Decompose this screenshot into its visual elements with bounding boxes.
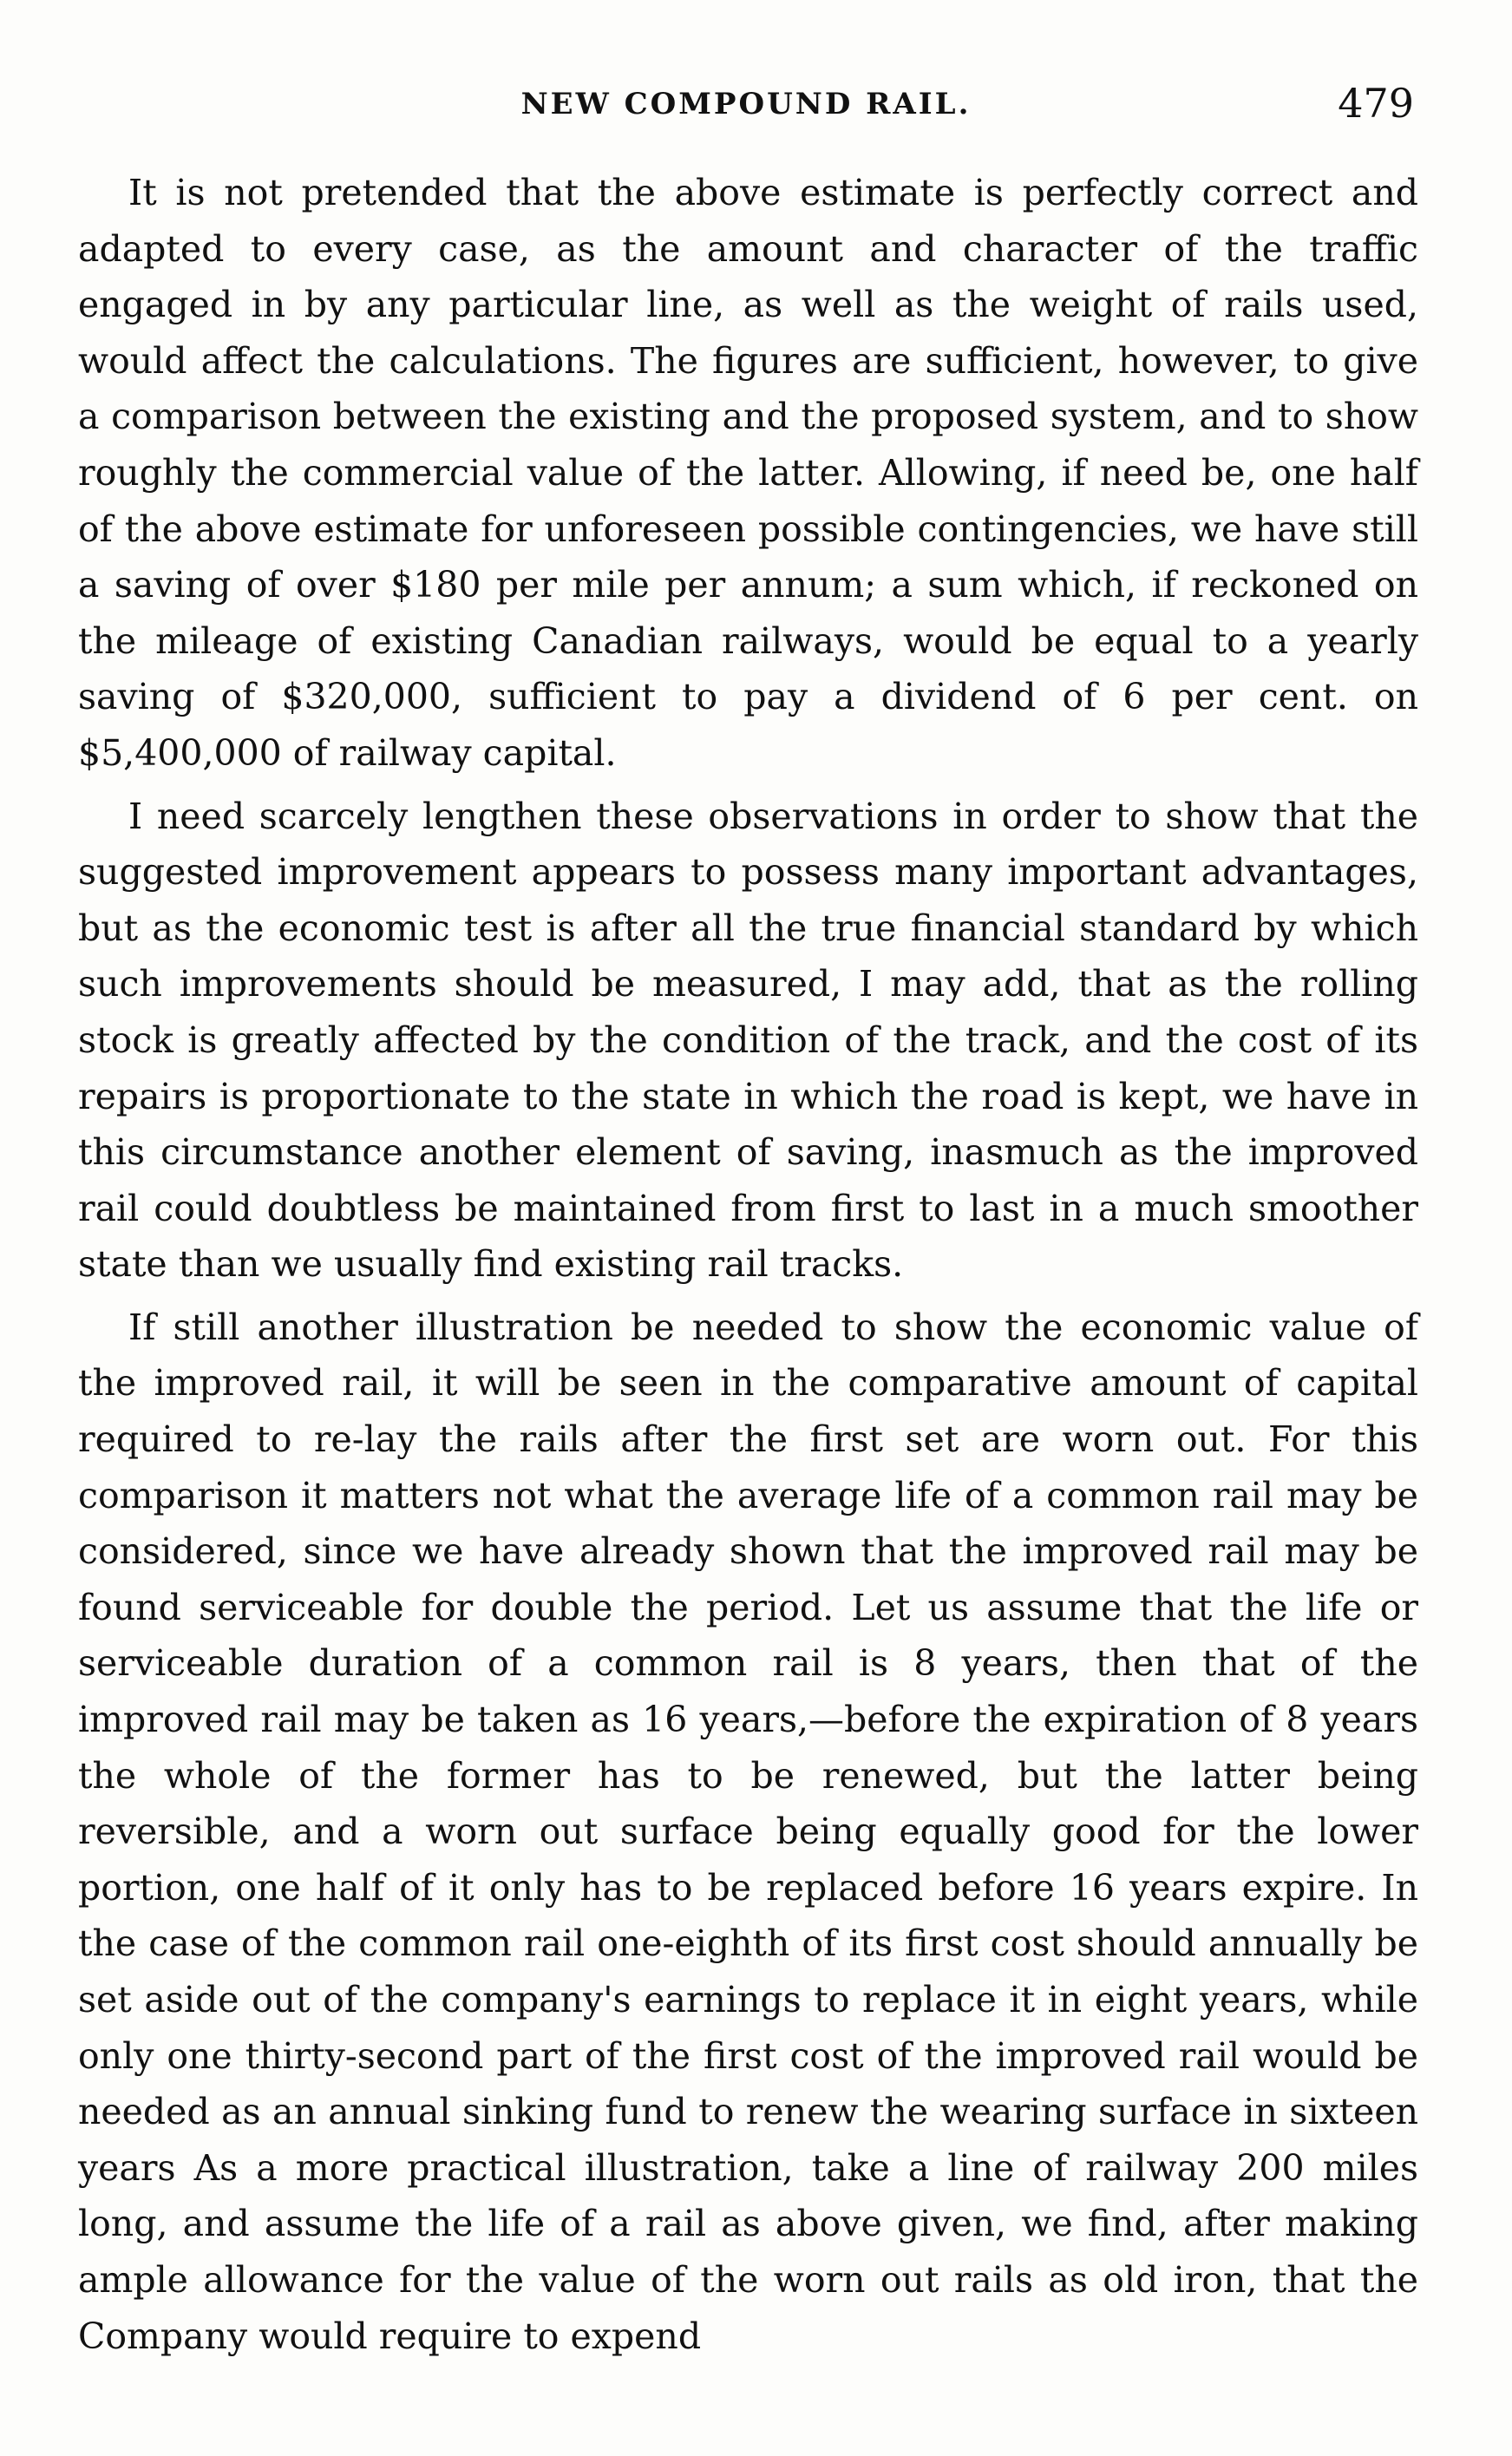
- body-text: [78, 165, 1418, 2371]
- paragraph-economic-value: If still another illustration be needed to show the economic value of the improved rail, it will be seen in the comparative amount of capital required to re-lay the rails after the first set are worn out. For this comparison it matters not what the average life of a common rail may be considered, since we have already shown that the improved rail may be found serviceable for double the period. Let us assume that the life or serviceable duration of a common rail is 8 years, then that of the improved rail may be taken as 16 years,—before the expiration of 8 years the whole of the former has to be renewed, but the latter being reversible, and a worn out surface being equally good for the lower portion, one half of it only has to be replaced before 16 years expire. In the case of the common rail one-eighth of its first cost should annually be set aside out of the company's earnings to replace it in eight years, while only one thirty-second part of the first cost of the improved rail would be needed as an annual sinking fund to renew the wearing surface in sixteen years As a more practical illustration, take a line of railway 200 miles long, and assume the life of a rail as above given, we find, after making ample allowance for the value of the worn out rails as old iron, that the Company would require to expend: [78, 1306, 1418, 2357]
- paragraph-improvement: I need scarcely lengthen these observations in order to show that the suggested improvement appears to possess many important advantages, but as the economic test is after all the true financial standard by which such improvements should be measured, I may add, that as the rolling stock is greatly affected by the condition of the track, and the cost of its repairs is proportionate to the state in which the road is kept, we have in this circumstance another element of saving, inasmuch as the improved rail could doubtless be maintained from first to last in a much smoother state than we usually find existing rail tracks.: [78, 795, 1418, 1286]
- page-number: 479: [1338, 80, 1414, 127]
- running-title: NEW COMPOUND RAIL.: [520, 87, 972, 121]
- running-head: [78, 80, 1414, 135]
- paragraph-estimate: It is not pretended that the above estimate is perfectly correct and adapted to every case, as the amount and character of the traffic engaged in by any particular line, as well as the weight of rails used, would affect the calculations. The figures are sufficient, however, to give a comparison between the existing and the proposed system, and to show roughly the commercial value of the latter. Allowing, if need be, one half of the above estimate for unforeseen possible contingencies, we have still a saving of over $180 per mile per annum; a sum which, if reckoned on the mileage of existing Canadian railways, would be equal to a yearly saving of $320,000, sufficient to pay a dividend of 6 per cent. on $5,400,000 of railway capital.: [78, 172, 1418, 774]
